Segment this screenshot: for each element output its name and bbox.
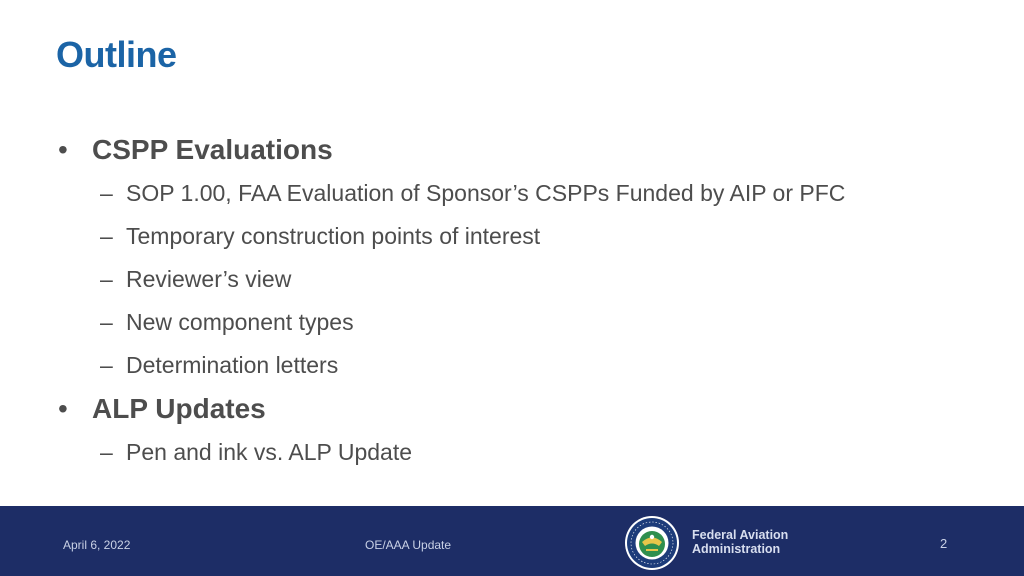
footer-bar <box>0 506 1024 576</box>
faa-seal-icon <box>624 515 680 571</box>
bullet-alp-updates <box>58 387 998 431</box>
footer-presentation-title: OE/AAA Update <box>365 538 452 552</box>
footer-date: April 6, 2022 <box>63 538 131 552</box>
subitem-text: New component types <box>126 309 354 335</box>
subitem-text: Temporary construction points of interest <box>126 223 541 249</box>
subitem <box>58 215 998 258</box>
dash-icon: – <box>100 266 113 292</box>
dash-icon: – <box>100 223 113 249</box>
subitem-text: Reviewer’s view <box>126 266 292 292</box>
bullet-cspp-evaluations <box>58 128 998 172</box>
subitem <box>58 258 998 301</box>
outline-list <box>58 128 998 474</box>
dash-icon: – <box>100 352 113 378</box>
slide-title: Outline <box>56 34 177 75</box>
bullet-dot-icon: • <box>58 393 68 424</box>
subitem-text: SOP 1.00, FAA Evaluation of Sponsor’s CSPPs Funded by AIP or PFC <box>126 180 846 206</box>
dash-icon: – <box>100 180 113 206</box>
page-number: 2 <box>940 536 948 551</box>
subitem-text: Determination letters <box>126 352 339 378</box>
agency-name <box>692 528 788 556</box>
subitem <box>58 431 998 474</box>
dash-icon: – <box>100 439 113 465</box>
dash-icon: – <box>100 309 113 335</box>
agency-line-1: Federal Aviation <box>692 528 789 542</box>
subitem <box>58 172 998 215</box>
bullet-label: CSPP Evaluations <box>92 134 333 165</box>
bullet-dot-icon: • <box>58 134 68 165</box>
agency-line-2: Administration <box>692 542 781 556</box>
subitem-text: Pen and ink vs. ALP Update <box>126 439 412 465</box>
subitem <box>58 344 998 387</box>
subitem <box>58 301 998 344</box>
bullet-label: ALP Updates <box>92 393 266 424</box>
